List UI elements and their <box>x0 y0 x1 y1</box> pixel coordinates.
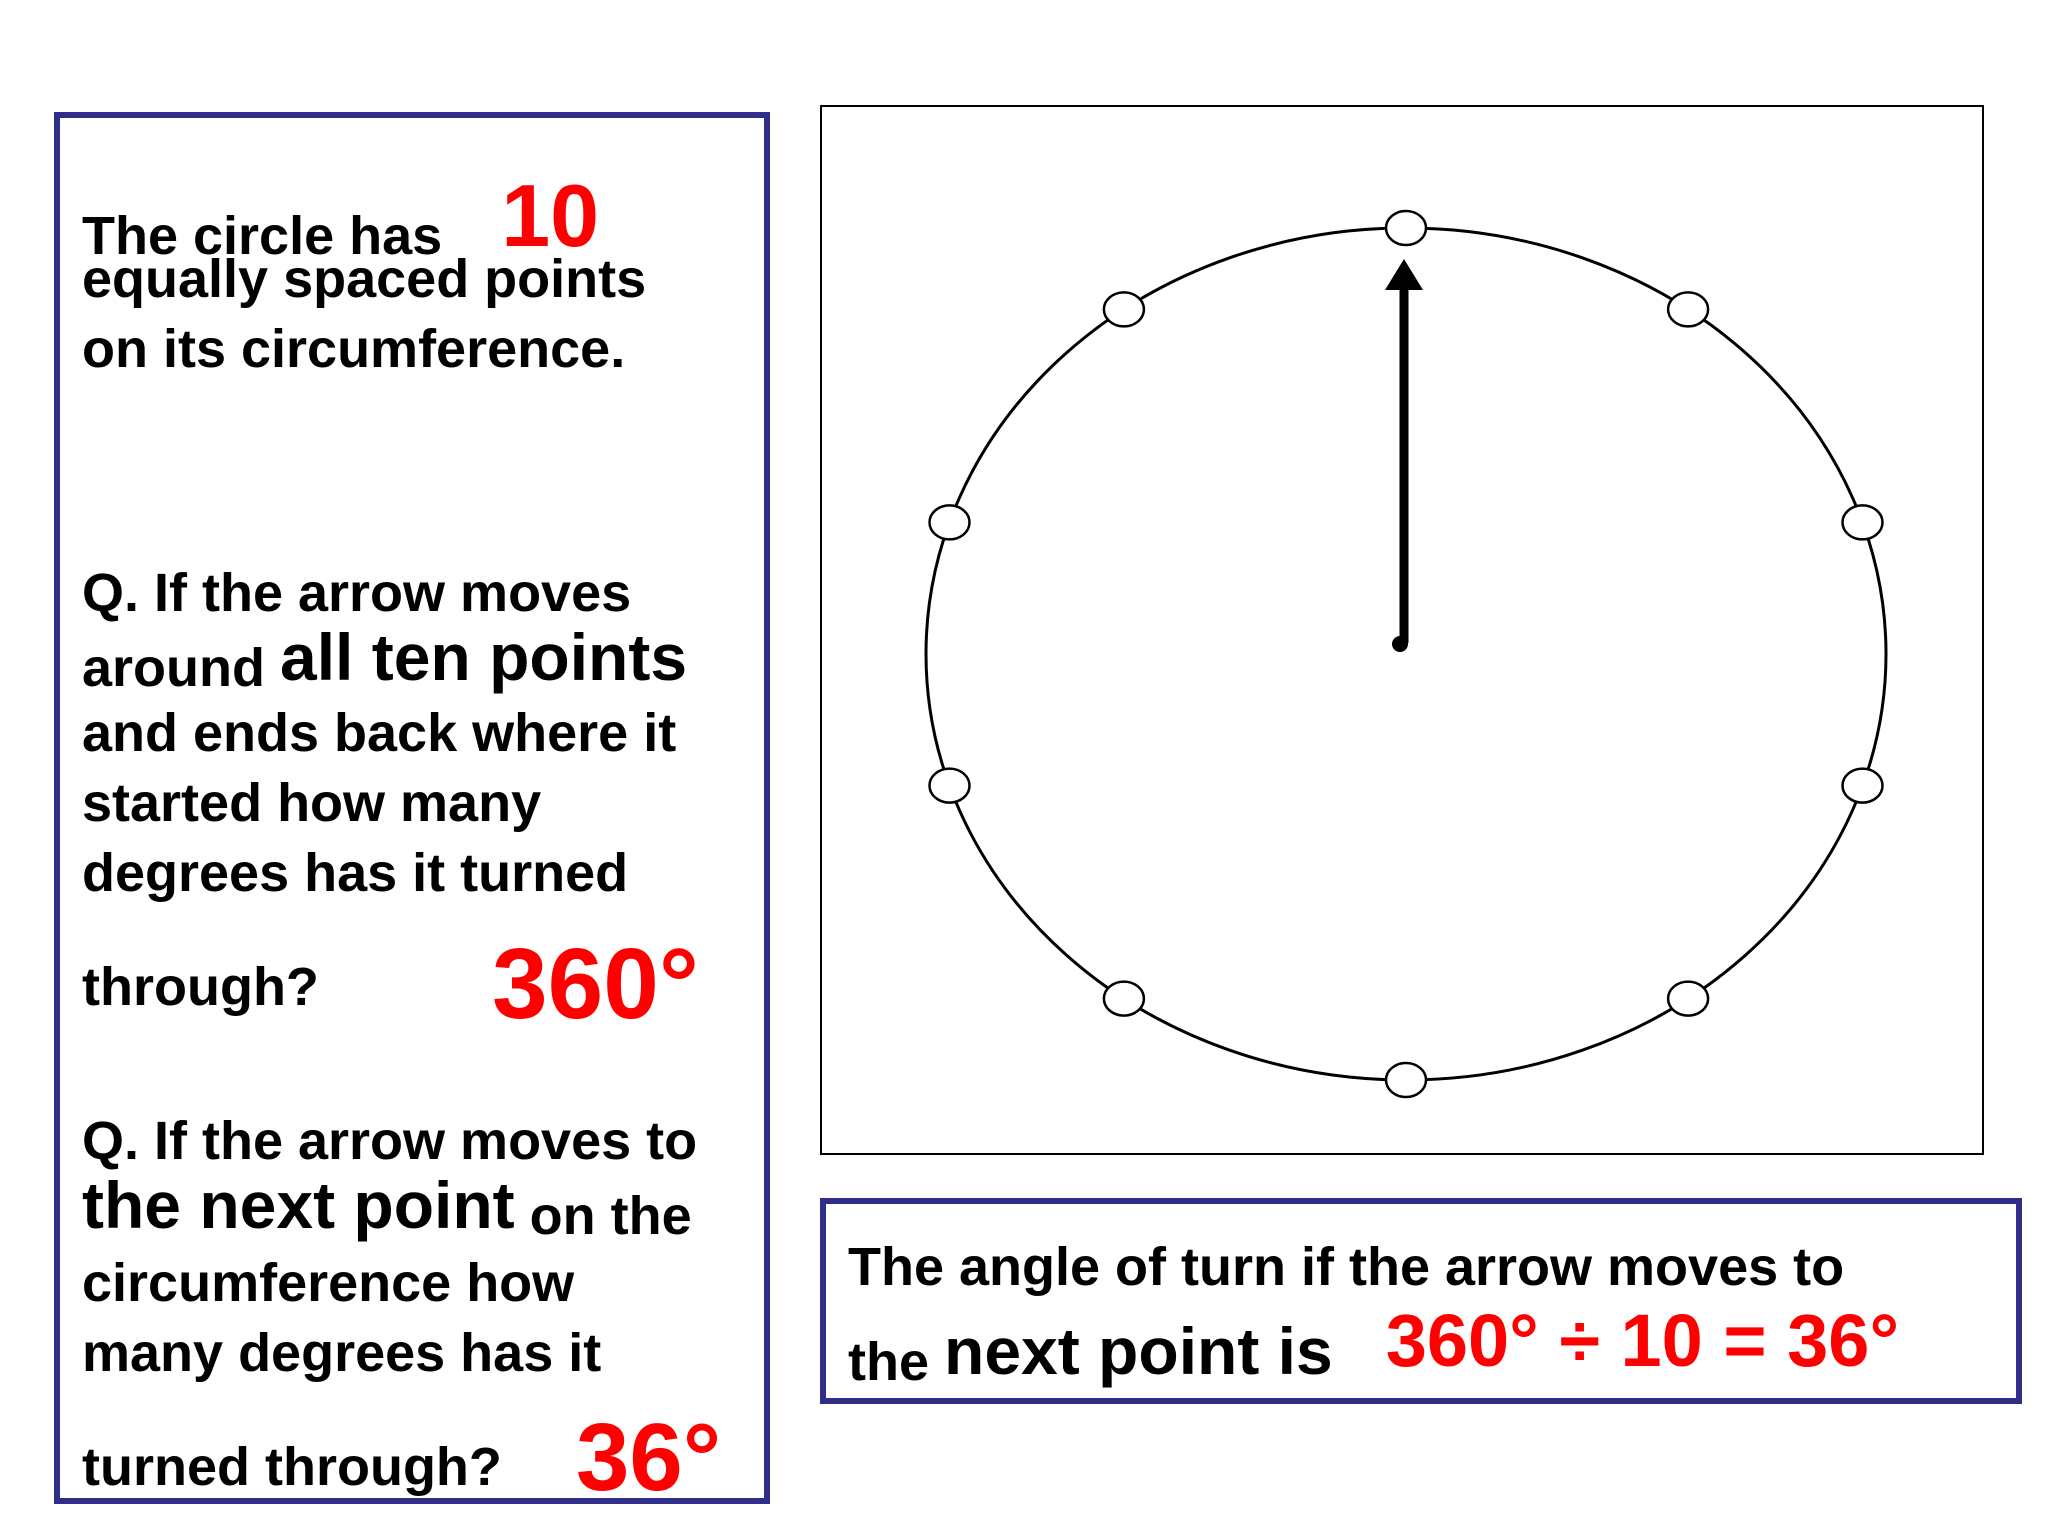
circumference-point <box>1104 982 1144 1016</box>
question-1-answer: 360° <box>492 928 699 1040</box>
answer-box <box>820 1198 2022 1404</box>
question-box <box>54 112 770 1511</box>
question-1-line-4: started how many <box>82 773 542 833</box>
question-2-line-4: many degrees has it <box>82 1323 602 1383</box>
answer-line-2 <box>848 1299 1900 1392</box>
arrow-head-icon <box>1385 259 1423 290</box>
question-1-line-1: Q. If the arrow moves <box>82 563 632 623</box>
question-1-line-2 <box>82 620 688 698</box>
circumference-point <box>930 505 970 539</box>
circumference-point <box>1668 292 1708 326</box>
question-1-line-3: and ends back where it <box>82 703 677 763</box>
question-2-line-3: circumference how <box>82 1253 575 1313</box>
intro-prefix: The circle has <box>82 206 443 266</box>
circumference-point <box>1386 1063 1426 1097</box>
answer-line-1: The angle of turn if the arrow moves to <box>848 1237 1845 1297</box>
circumference-point <box>1386 211 1426 245</box>
circle-diagram <box>822 107 1986 1157</box>
question-2-line-1: Q. If the arrow moves to <box>82 1111 698 1171</box>
intro-line-3: on its circumference. <box>82 319 626 379</box>
point-count-highlight: 10 <box>501 166 600 265</box>
circumference-point <box>1104 292 1144 326</box>
answer-emphasis: next point is <box>944 1314 1333 1388</box>
answer-prefix: the <box>848 1332 929 1392</box>
circumference-point <box>1843 769 1883 803</box>
question-1-line-6: through? <box>82 957 319 1017</box>
circumference-point <box>1668 982 1708 1016</box>
intro-line-2: equally spaced points <box>82 249 647 309</box>
question-1-line-5: degrees has it turned <box>82 843 629 903</box>
question-2-line-2 <box>82 1168 692 1246</box>
question-1-prefix: around <box>82 638 265 698</box>
answer-equation: 360° ÷ 10 = 36° <box>1385 1299 1900 1382</box>
question-1-emphasis: all ten points <box>280 620 688 694</box>
question-2-emphasis: the next point <box>82 1168 515 1242</box>
circumference-point <box>930 769 970 803</box>
circle-diagram-panel <box>820 105 1984 1155</box>
arrow-pivot <box>1392 636 1408 652</box>
question-2-line-5: turned through? <box>82 1437 502 1497</box>
question-2-answer: 36° <box>576 1404 722 1511</box>
circumference-point <box>1843 505 1883 539</box>
question-2-suffix: on the <box>529 1186 692 1246</box>
